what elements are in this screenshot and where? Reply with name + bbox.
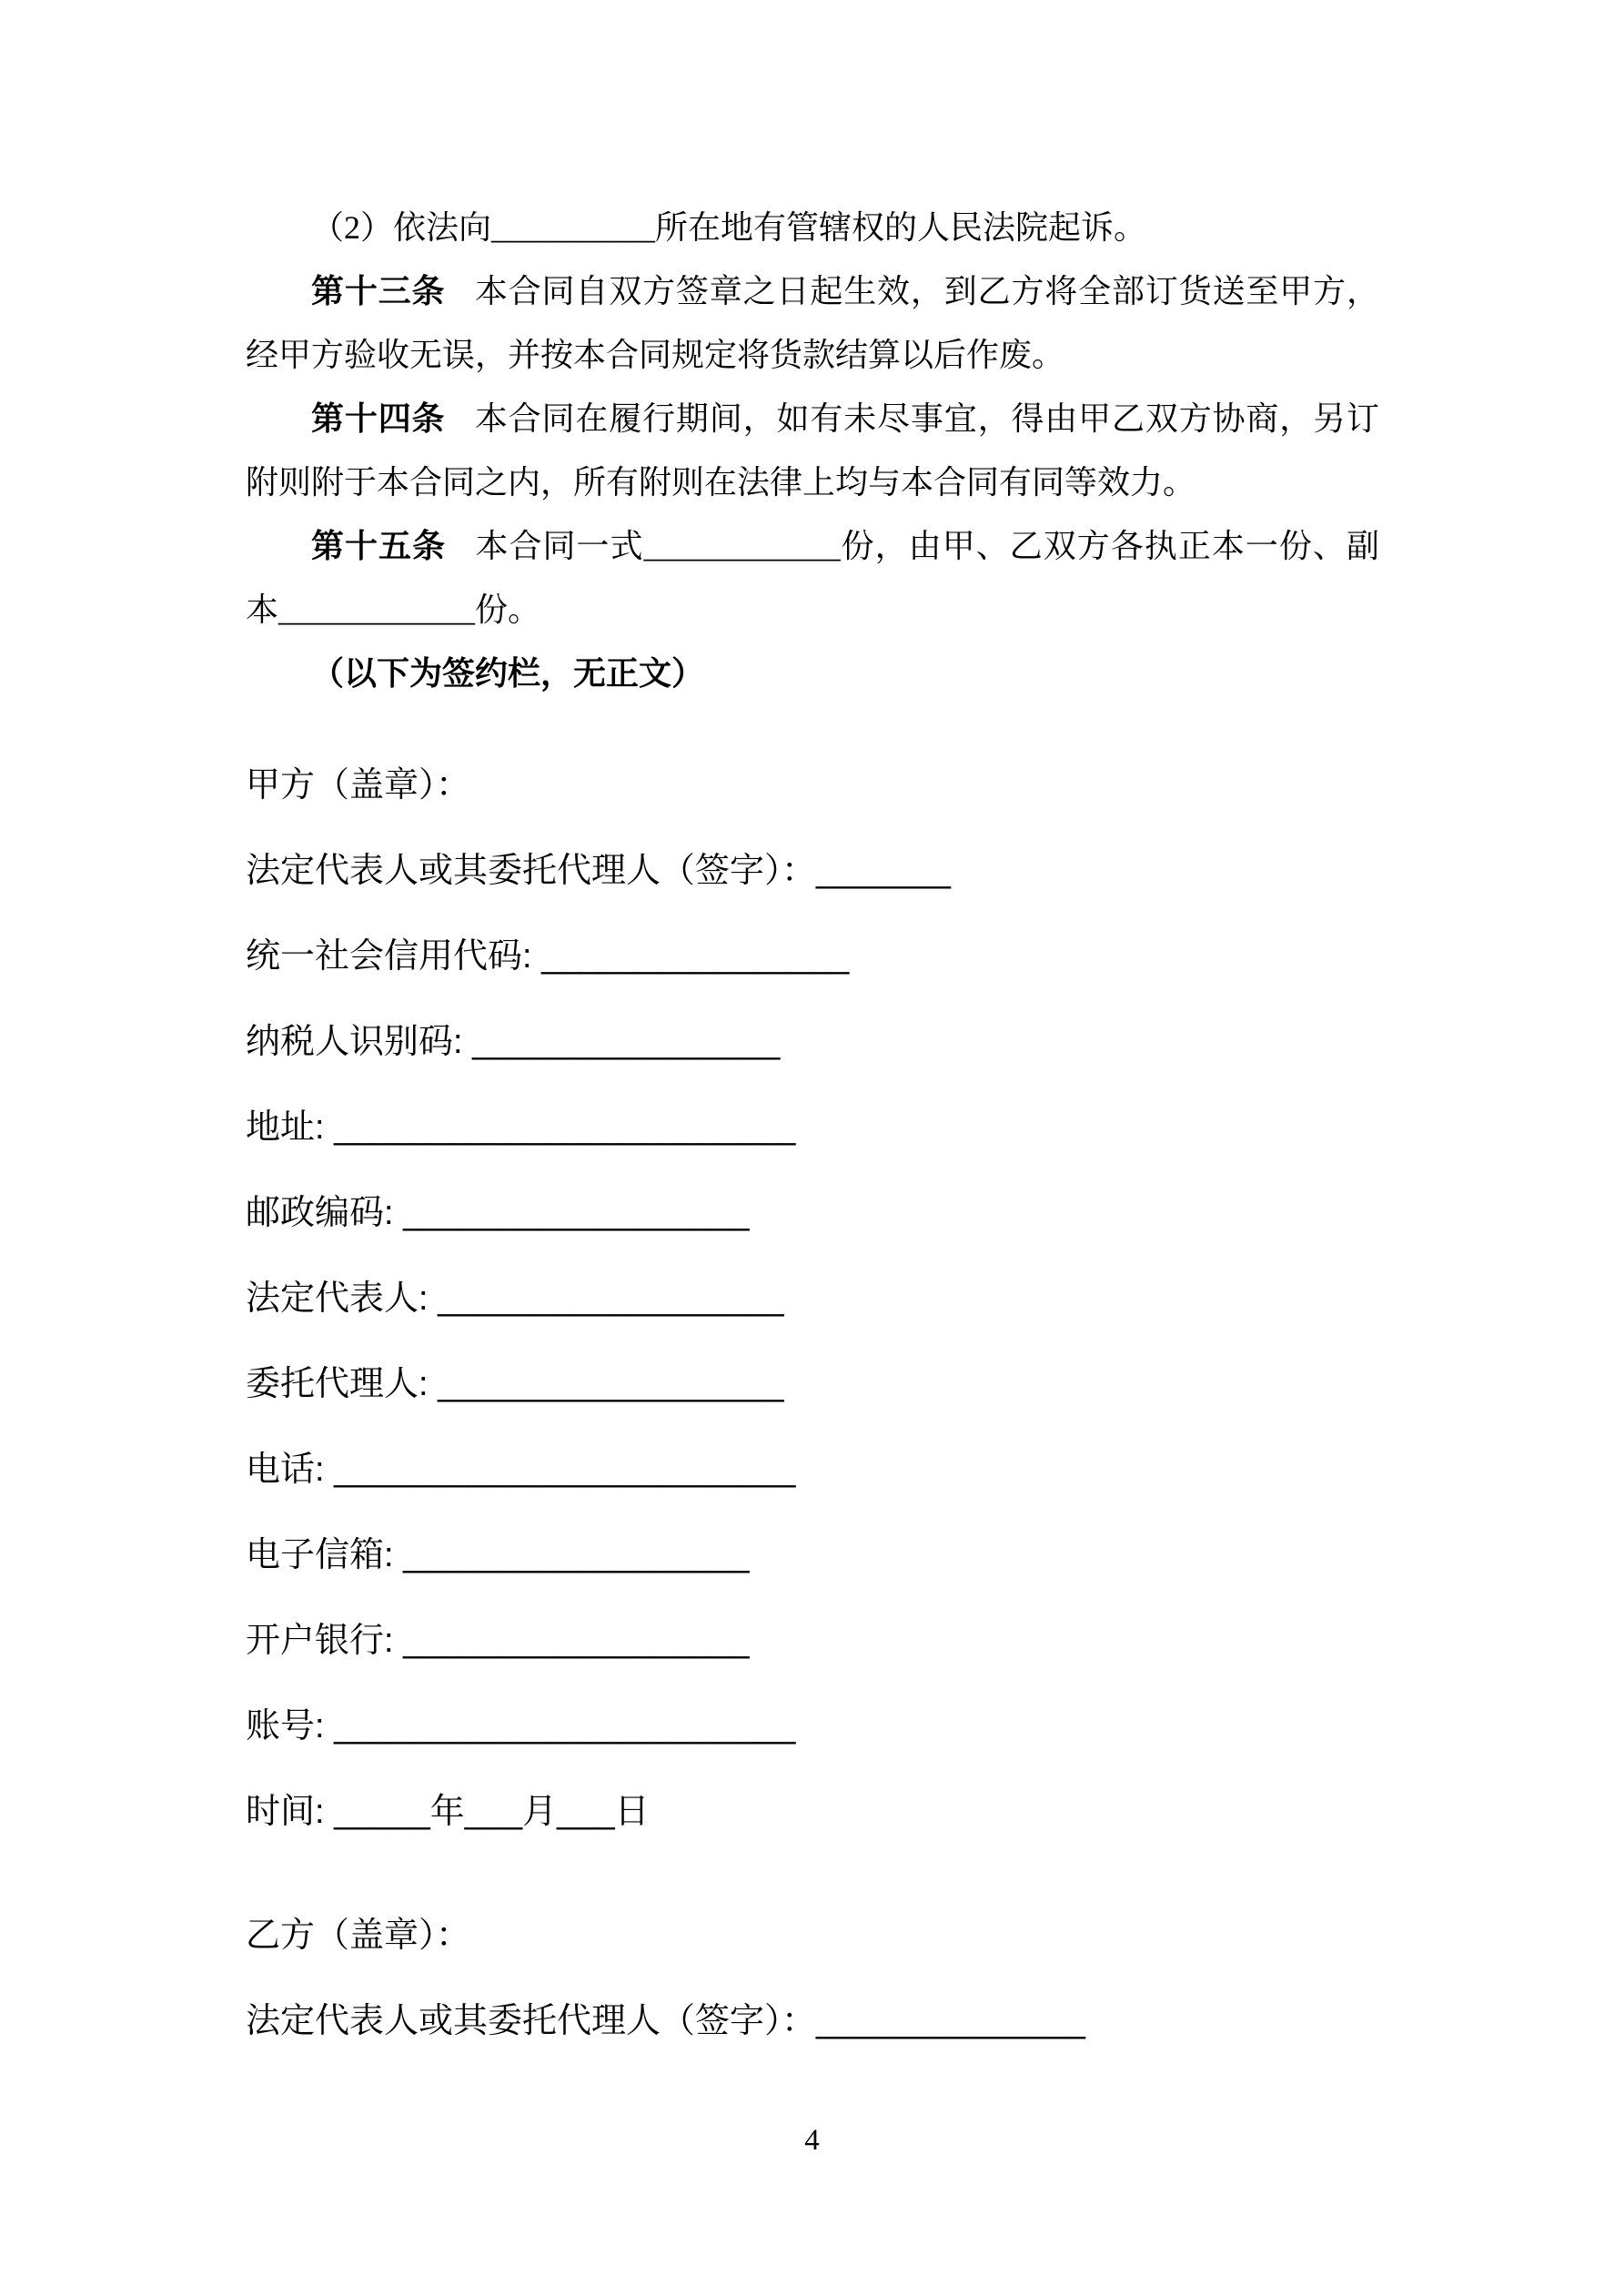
document-body bbox=[246, 196, 1379, 2064]
party-a-field-taxpayer-id: 纳税人识别码: ________________ bbox=[246, 1023, 781, 1061]
clause-14-text: 本合同在履行期间，如有未尽事宜，得由甲乙双方协商，另订附则附于本合同之内，所有附则在法律上均与本合同有同等效力。 bbox=[246, 400, 1379, 501]
party-b-representative-signature-line: 法定代表人或其委托代理人（签字）：______________ bbox=[246, 2002, 1085, 2040]
clause-15-label: 第十五条 bbox=[311, 528, 447, 564]
party-a-field-unified-social-credit-code: 统一社会信用代码: ________________ bbox=[246, 937, 850, 976]
clause-13 bbox=[246, 259, 1379, 387]
clause-14-label: 第十四条 bbox=[311, 400, 446, 437]
clause-14 bbox=[246, 387, 1379, 514]
clause-15 bbox=[246, 514, 1379, 642]
party-a-field-phone: 电话: ________________________ bbox=[246, 1451, 796, 1489]
clause-13-text: 本合同自双方签章之日起生效，到乙方将全部订货送至甲方，经甲方验收无误，并按本合同规定将货款结算以后作废。 bbox=[246, 273, 1379, 373]
party-b-block bbox=[246, 1893, 1379, 2064]
party-b-seal-line: 乙方（盖章）： bbox=[246, 1917, 471, 1955]
signature-section bbox=[246, 743, 1379, 2064]
clause-sub-item-2 bbox=[246, 196, 1379, 259]
party-a-field-postal-code: 邮政编码: __________________ bbox=[246, 1194, 750, 1232]
party-a-field-address: 地址: ________________________ bbox=[246, 1108, 796, 1147]
page-number: 4 bbox=[804, 2124, 820, 2157]
party-a-seal-line: 甲方（盖章）： bbox=[246, 766, 471, 804]
party-a-field-account-number: 账号: ________________________ bbox=[246, 1707, 796, 1745]
party-a-field-entrusted-agent: 委托代理人: __________________ bbox=[246, 1365, 784, 1403]
party-a-representative-signature-line: 法定代表人或其委托代理人（签字）：_______ bbox=[246, 852, 951, 890]
party-a-field-legal-representative: 法定代表人: __________________ bbox=[246, 1279, 784, 1318]
party-a-field-bank: 开户银行: __________________ bbox=[246, 1622, 750, 1660]
closing-note bbox=[246, 642, 1379, 705]
clause-text: （2）依法向__________所在地有管辖权的人民法院起诉。 bbox=[311, 209, 1147, 246]
party-a-field-email: 电子信箱: __________________ bbox=[246, 1536, 750, 1574]
clause-15-text: 本合同一式____________份，由甲、乙双方各执正本一份、副本____________份。 bbox=[246, 528, 1379, 628]
party-a-field-date: 时间: _____年___月___日 bbox=[246, 1793, 650, 1831]
clause-13-label: 第十三条 bbox=[311, 273, 446, 309]
closing-note-label: （以下为签约栏，无正文） bbox=[311, 655, 705, 692]
